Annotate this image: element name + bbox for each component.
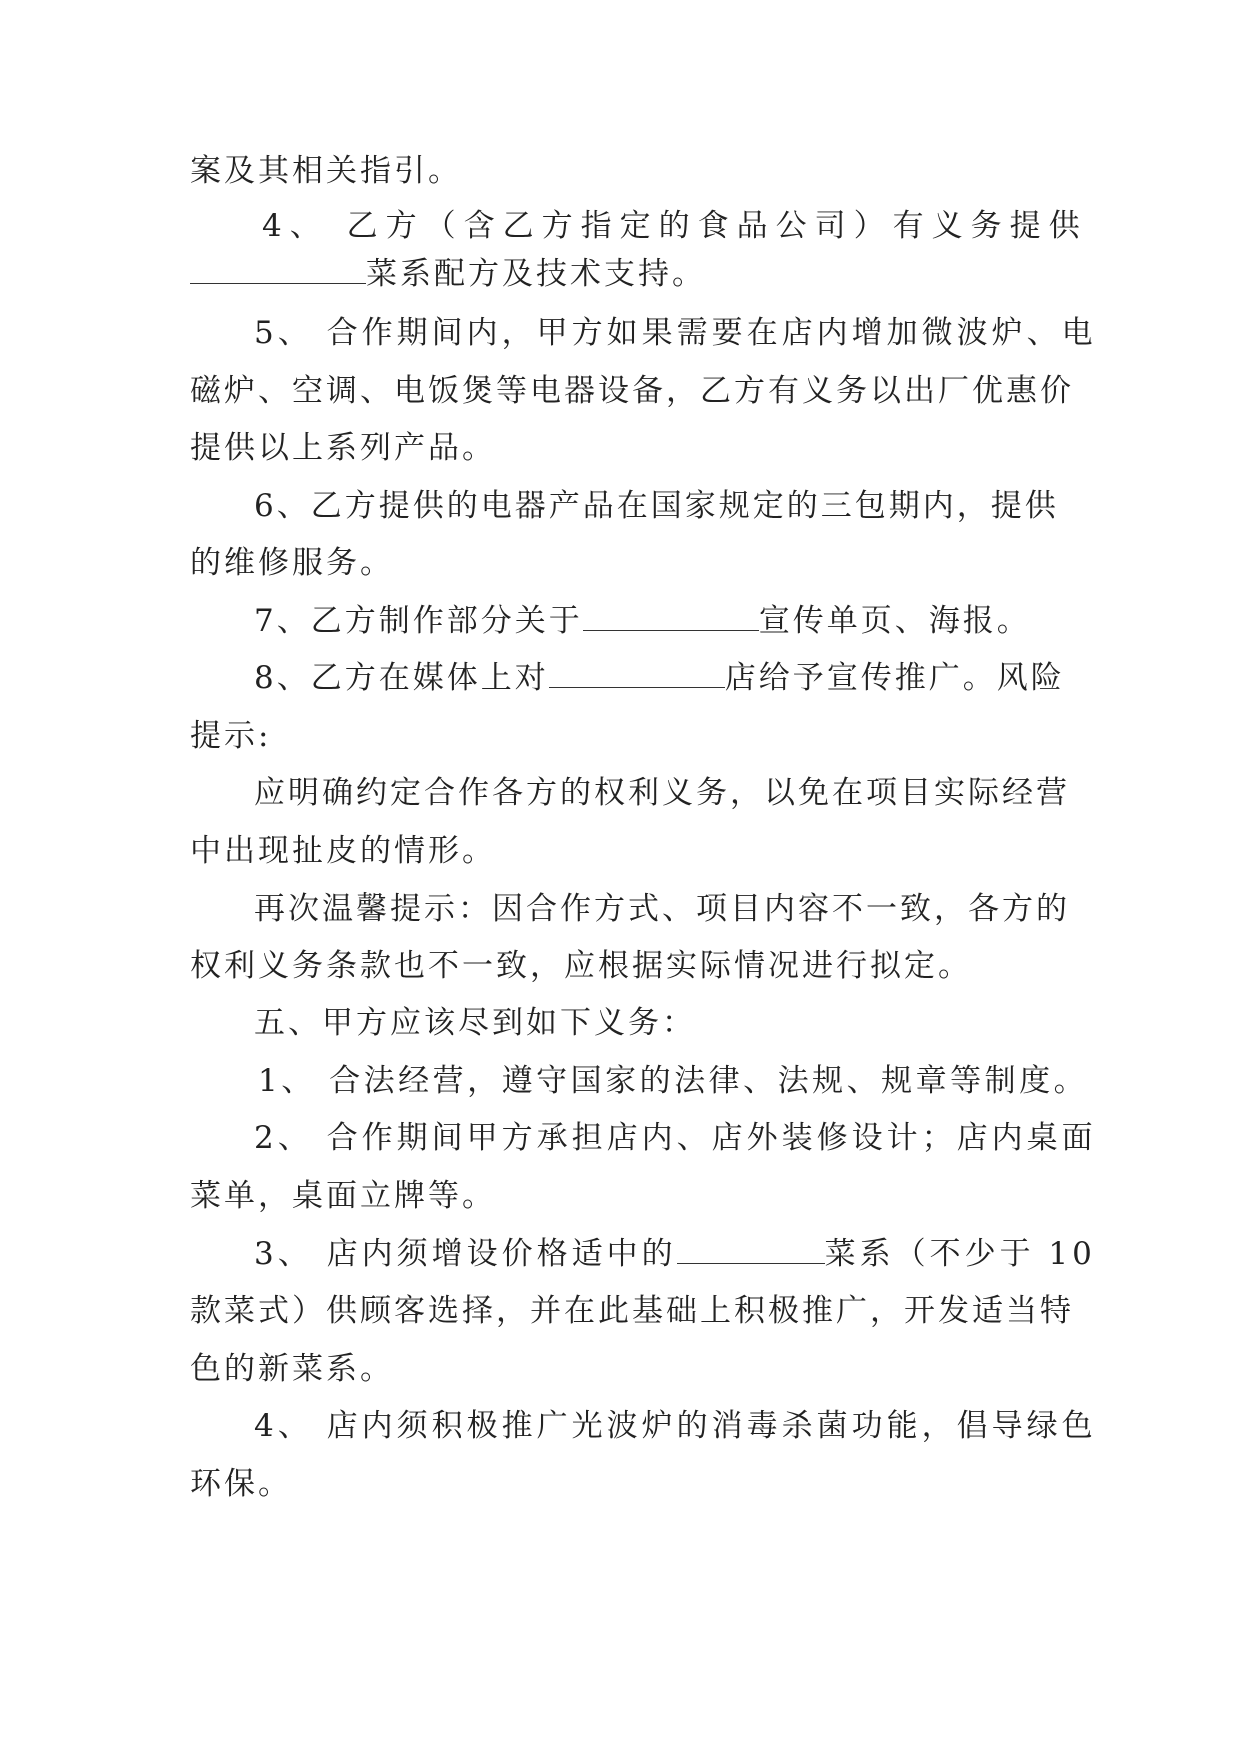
text-span: 5、 合作期间内，甲方如果需要在店内增加微波炉、电 <box>254 315 1097 351</box>
text-line <box>258 1059 1088 1103</box>
text-line <box>262 204 1088 248</box>
text-line <box>254 1232 1096 1276</box>
text-span: 环保。 <box>190 1466 292 1502</box>
text-line <box>190 944 972 988</box>
text-span: 菜系配方及技术支持。 <box>366 256 706 292</box>
text-line <box>190 369 1074 413</box>
text-span: 4、 乙方（含乙方指定的食品公司）有义务提供 <box>262 208 1088 244</box>
text-line <box>254 1404 1097 1448</box>
fill-in-blank <box>583 608 759 631</box>
text-span: 款菜式）供顾客选择，并在此基础上积极推广，开发适当特 <box>190 1293 1074 1329</box>
text-line <box>254 311 1097 355</box>
text-span: 再次温馨提示：因合作方式、项目内容不一致，各方的 <box>254 891 1070 927</box>
text-span: 4、 店内须积极推广光波炉的消毒杀菌功能，倡导绿色 <box>254 1408 1097 1444</box>
text-span: 6、乙方提供的电器产品在国家规定的三包期内，提供 <box>254 488 1059 524</box>
text-span: 宣传单页、海报。 <box>758 603 1031 639</box>
fill-in-blank <box>549 665 725 688</box>
text-line <box>254 656 1065 700</box>
text-span: 提供以上系列产品。 <box>190 430 496 466</box>
text-span: 案及其相关指引。 <box>190 153 462 189</box>
text-line <box>190 426 496 470</box>
text-span: 权利义务条款也不一致，应根据实际情况进行拟定。 <box>190 948 972 984</box>
text-line <box>190 252 706 296</box>
text-line <box>254 1116 1097 1160</box>
text-span: 磁炉、空调、电饭煲等电器设备，乙方有义务以出厂优惠价 <box>190 373 1074 409</box>
fill-in-blank <box>190 261 366 284</box>
text-line <box>190 1289 1074 1333</box>
text-span: 的维修服务。 <box>190 545 394 581</box>
text-span: 8、乙方在媒体上对 <box>254 660 549 696</box>
text-span: 应明确约定合作各方的权利义务，以免在项目实际经营 <box>254 775 1070 811</box>
text-line <box>190 541 394 585</box>
text-span: 7、乙方制作部分关于 <box>254 603 583 639</box>
text-span: 1、 合法经营，遵守国家的法律、法规、规章等制度。 <box>258 1063 1089 1099</box>
text-line <box>190 1174 496 1218</box>
text-span: 3、 店内须增设价格适中的 <box>254 1236 677 1272</box>
text-span: 店给予宣传推广。风险 <box>724 660 1065 696</box>
text-span: 色的新菜系。 <box>190 1351 394 1387</box>
text-line <box>254 484 1059 528</box>
text-span: 提示: <box>190 718 272 754</box>
text-line <box>254 771 1070 815</box>
text-span: 2、 合作期间甲方承担店内、店外装修设计；店内桌面 <box>254 1120 1097 1156</box>
fill-in-blank <box>677 1241 825 1264</box>
text-line <box>254 887 1070 931</box>
text-line <box>190 714 271 758</box>
text-line <box>190 1462 292 1506</box>
text-span: 五、甲方应该尽到如下义务： <box>254 1005 696 1041</box>
text-line <box>190 149 462 193</box>
text-line <box>190 829 496 873</box>
section-heading <box>254 1001 696 1045</box>
text-line <box>254 599 1031 643</box>
text-span: 菜单，桌面立牌等。 <box>190 1178 496 1214</box>
text-span: 菜系（不少于 10 <box>824 1236 1096 1272</box>
text-line <box>190 1347 394 1391</box>
text-span: 中出现扯皮的情形。 <box>190 833 496 869</box>
